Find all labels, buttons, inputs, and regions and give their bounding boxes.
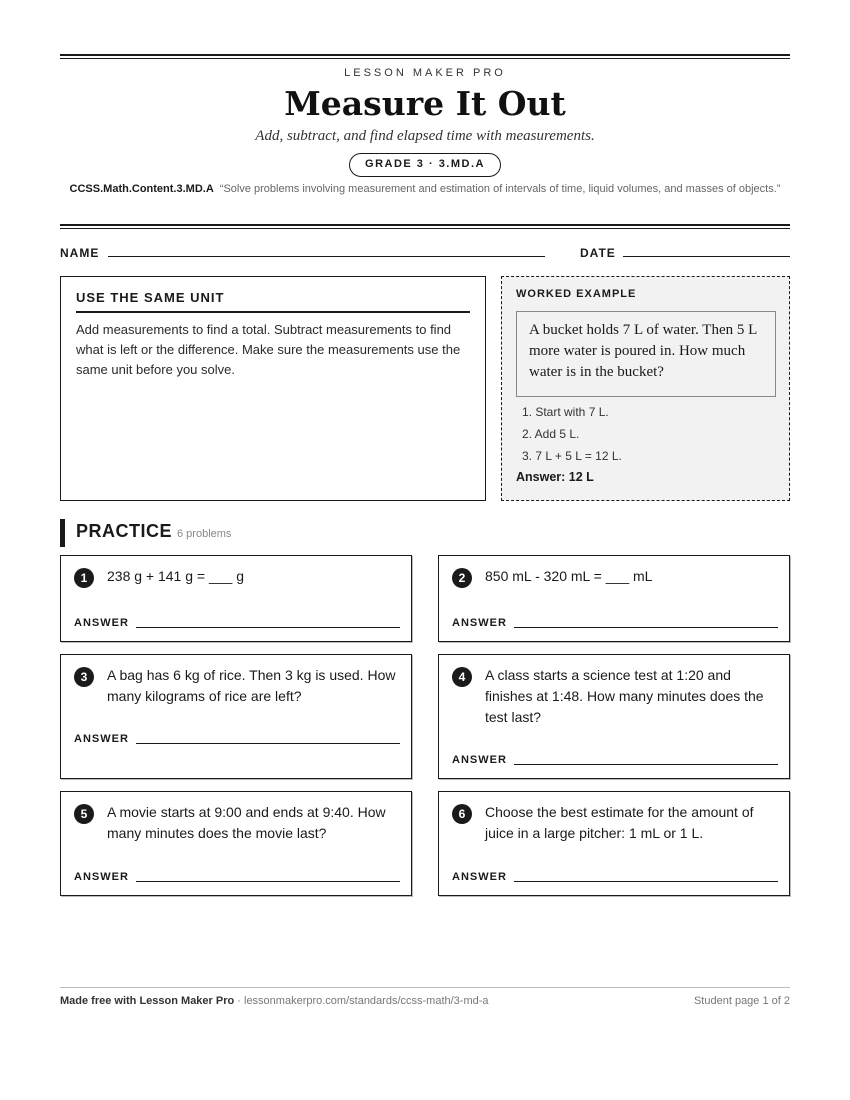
problem-card-3 [60,654,412,779]
answer-line[interactable] [136,627,400,628]
page-title: Measure It Out [284,84,566,123]
answer-line[interactable] [514,627,778,628]
worked-example-steps [522,401,622,467]
footer-page-number: Student page 1 of 2 [693,995,790,1007]
problem-number-badge: 5 [74,804,94,824]
worked-example-problem: A bucket holds 7 L of water. Then 5 L more water is poured in. How much water is in the bucket? [516,311,776,397]
answer-label: ANSWER [452,871,507,883]
problem-number-badge: 4 [452,667,472,687]
practice-accent-bar [60,519,65,547]
problem-card-6 [438,791,790,896]
problem-text: A class starts a science test at 1:20 and finishes at 1:48. How many minutes does the test last? [485,667,764,725]
problem-number-badge: 6 [452,804,472,824]
standard-text: “Solve problems involving measurement and estimation of intervals of time, liquid volumes, and masses of objects.” [219,183,781,195]
answer-label: ANSWER [452,754,507,766]
problem-number-badge: 2 [452,568,472,588]
worked-step: 3. 7 L + 5 L = 12 L. [522,449,622,463]
problem-card-2 [438,555,790,642]
brand-name: LESSON MAKER PRO [344,67,506,79]
worked-step: 1. Start with 7 L. [522,405,609,419]
answer-label: ANSWER [452,617,507,629]
answer-line[interactable] [514,881,778,882]
worked-example-heading: WORKED EXAMPLE [516,288,637,300]
problem-text: 238 g + 141 g = ___ g [107,568,245,584]
answer-line[interactable] [136,743,400,744]
problem-card-5 [60,791,412,896]
problem-card-1 [60,555,412,642]
footer-credit [60,995,489,1007]
worked-example-box [501,276,790,501]
problem-text: 850 mL - 320 mL = ___ mL [485,568,653,584]
answer-label: ANSWER [74,733,129,745]
footer-url[interactable]: · lessonmakerpro.com/standards/ccss-math/3-md-a [234,995,489,1007]
worksheet-page [60,0,790,1100]
worked-example-answer: Answer: 12 L [516,470,594,484]
practice-heading: PRACTICE [76,521,173,541]
footer-made-with: Made free with Lesson Maker Pro [60,995,235,1007]
answer-label: ANSWER [74,871,129,883]
problem-number-badge: 3 [74,667,94,687]
standard-description [60,181,790,197]
answer-line[interactable] [514,764,778,765]
name-line[interactable] [108,256,545,257]
footer-rule [60,987,790,988]
header-bottom-rule [60,224,790,229]
answer-line[interactable] [136,881,400,882]
header-top-rule [60,54,790,59]
page-subtitle: Add, subtract, and find elapsed time with measurements. [255,128,595,144]
date-line[interactable] [623,256,790,257]
answer-label: ANSWER [74,617,129,629]
problem-text: Choose the best estimate for the amount of juice in a large pitcher: 1 mL or 1 L. [485,804,754,841]
problem-number-badge: 1 [74,568,94,588]
problem-text: A bag has 6 kg of rice. Then 3 kg is used. How many kilograms of rice are left? [107,667,396,704]
grade-badge: GRADE 3 · 3.MD.A [349,153,501,177]
name-label: NAME [60,246,100,260]
problem-card-4 [438,654,790,779]
worked-step: 2. Add 5 L. [522,427,580,441]
problem-text: A movie starts at 9:00 and ends at 9:40. How many minutes does the movie last? [107,804,386,841]
date-label: DATE [580,246,616,260]
practice-count: 6 problems [177,528,232,540]
concept-box [60,276,486,501]
standard-code: CCSS.Math.Content.3.MD.A [69,183,214,195]
concept-heading: USE THE SAME UNIT [76,290,470,313]
concept-text: Add measurements to find a total. Subtract measurements to find what is left or the difference. Make sure the measurements use the same unit before you solve. [76,322,461,377]
